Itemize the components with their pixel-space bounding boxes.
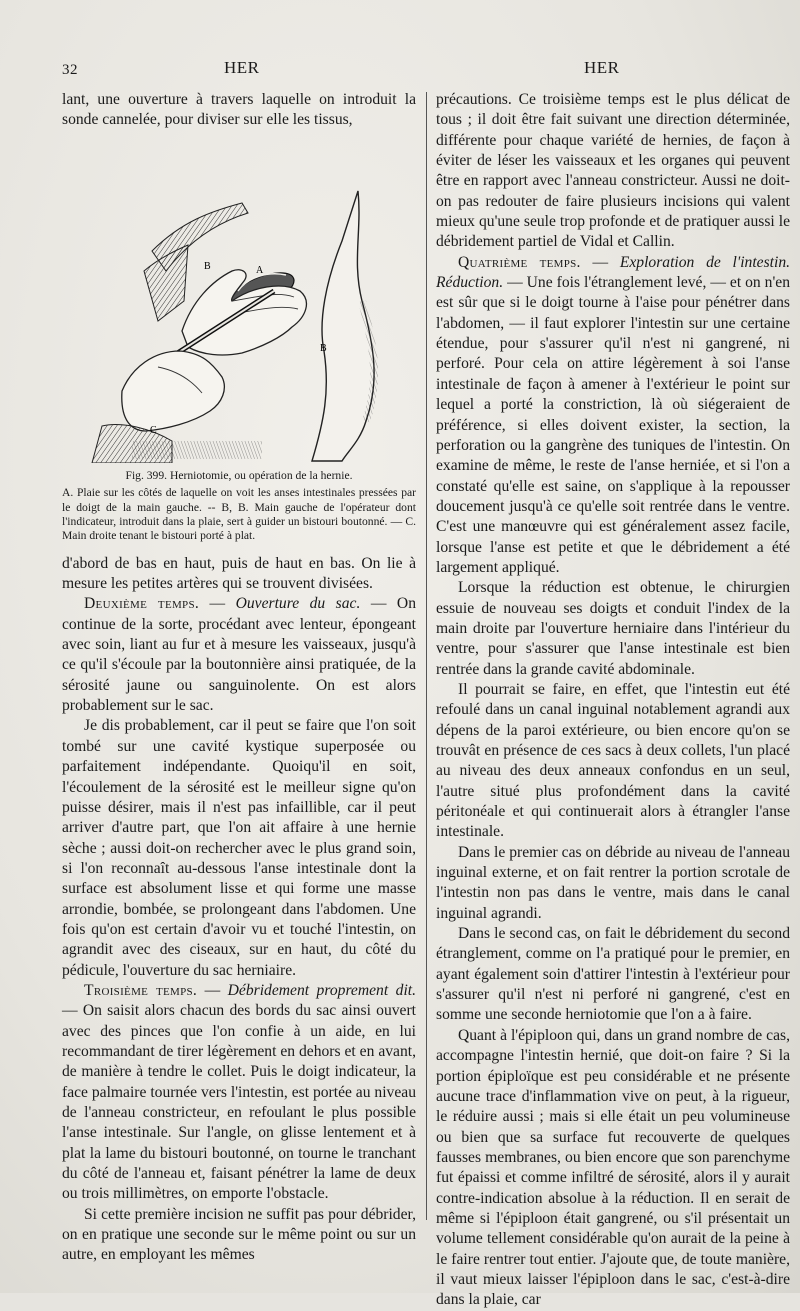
- left-paragraph-2-body: — On continue de la sorte, procédant avec lenteur, épongeant avec soin, liant au fur et à mesure les vaisseaux, jusqu'à ce qu'il s'écoule par la boutonnière ainsi pratiquée, de la sérosité jaune ou sanguinolente. On est alors probablement sur le sac.: [62, 595, 416, 715]
- engraving-illustration: [62, 141, 416, 463]
- right-paragraph-3: Lorsque la réduction est obtenue, le chirurgien essuie de nouveau ses doigts et conduit l'index de la main droite par l'ouverture herniaire dans l'intérieur du ventre, pour s'assurer que l'anse intestinale est bien rentrée dans la grande cavité abdominale.: [436, 579, 790, 678]
- right-paragraph-7: Quant à l'épiploon qui, dans un grand nombre de cas, accompagne l'intestin hernié, que doit-on faire ? Si la portion épiploïque est peu considérable et ne présente aucune trace d'inflammation vive on peut, à la rigueur, le réduire aussi ; mais si elle était un peu volumineuse ou bien que sa surface fut recouverte de quelques fausses membranes, ou bien encore que son parenchyme fut épaissi et comme infiltré de sérosité, alors il y aurait contre-indication absolue à la réduction. Il en serait de même si l'épiploon était gangrené, ou s'il présentait un volume tellement considérable qu'on aurait de la peine à le faire rentrer tout entier. J'ajoute que, de toute manière, il vaut mieux laisser l'épiploon dans le sac, c'est-à-dire dans la plaie, car: [436, 1026, 790, 1309]
- right-paragraph-5: Dans le premier cas on débride au niveau de l'anneau inguinal externe, et on fait rentrer la portion scrotale de l'intestin non pas dans le ventre, mais dans le canal inguinal agrandi.: [436, 843, 790, 922]
- section-head-quatrieme: Quatrième temps.: [458, 253, 581, 271]
- page-number: 32: [62, 62, 78, 78]
- left-column: [62, 90, 416, 1266]
- left-paragraph-3: Je dis probablement, car il peut se faire que l'on soit tombé sur une cavité kystique superposée ou parfaitement indépendante. Quoiqu'il en soit, l'écoulement de la sérosité est le meilleur signe qu'on puisse désirer, mais il n'est pas infaillible, car il peut arriver d'autre part, que l'on ait affaire à une hernie sèche ; aussi doit-on rechercher avec le plus grand soin, si l'on reconnaît au-dessous l'anse intestinale dont la surface est absolument lisse et qui forme une masse arrondie, bombée, se prolongeant dans l'abdomen. Une fois qu'on est certain d'avoir vu et touché l'intestin, on agrandit avec des ciseaux, sur en haut, du côté du pédicule, l'ouverture du sac herniaire.: [62, 717, 416, 979]
- column-divider: [426, 92, 427, 1220]
- left-paragraph-4: Troisième temps. — Débridement proprement dit. — On saisit alors chacun des bords du sac ainsi ouvert avec des pinces que l'on confie à un aide, en lui recommandant de tirer légèrement en dehors et en avant, de manière à tendre le collet. Puis le doigt indicateur, la face palmaire tournée vers l'intestin, est portée au niveau de l'anneau constricteur, en refoulant le plus possible l'anse intestinale. Sur l'angle, on glisse lentement et à plat la lame du bistouri boutonné, on tourne le tranchant du côté de l'anneau et, faisant pénétrer la lame de deux ou trois millimètres, on emporte l'obstacle.: [62, 981, 417, 1203]
- label-a: A: [256, 264, 264, 276]
- caption-body: A. Plaie sur les côtés de laquelle on voit les anses intestinales pressées par le doigt de la main gauche. -- B, B. Main gauche de l'opérateur dont l'indicateur, introduit dans la plaie, sert à guider un bistouri boutonné. — C. Main droite tenant le bistouri porté à plat.: [62, 486, 416, 543]
- right-paragraph-4: Il pourrait se faire, en effet, que l'intestin eut été refoulé dans un canal inguinal notablement agrandi aux dépens de la paroi extérieure, ou bien encore qu'on se trouvât en présence de ces sacs à deux collets, l'un placé au niveau des deux anneaux confondus en un seul, l'autre situé plus profondément dans la cavité péritonéale et qui continuerait alors à étrangler l'anse intestinale.: [436, 680, 790, 841]
- figure-caption: [62, 469, 416, 544]
- right-column: [436, 90, 790, 1311]
- section-title-debridement: Débridement proprement dit.: [227, 981, 417, 999]
- intro-paragraph: lant, une ouverture à travers laquelle on introduit la sonde cannelée, pour diviser sur elle les tissus,: [62, 91, 416, 129]
- label-c: C: [150, 424, 157, 436]
- right-paragraph-2: Quatrième temps. — Exploration de l'intestin. Réduction. — Une fois l'étranglement levé, — et on n'en est sûr que si le doigt tourne à l'aise pour pénétrer dans l'abdomen, — il faut explorer l'intestin sur une certaine étendue, pour s'assurer qu'il n'est ni gangrené, ni perforé. Pour cela on attire légèrement à soi l'anse intestinale de façon à amener à l'extérieur le point sur lequel a porté la constriction, là où siégeraient de préférence, si elles doivent exister, la section, la perforation ou la gangrène des tuniques de l'intestin. On examine de même, le reste de l'anse herniée, et si l'on a constaté qu'elle est saine, on s'applique à la repousser doucement jusqu'à ce qu'elle soit rentrée dans le ventre. C'est une manœuvre qui est généralement assez facile, lorsque l'anse est petite et que le débridement a été largement appliqué.: [436, 253, 791, 576]
- right-paragraph-6: Dans le second cas, on fait le débridement du second étranglement, comme on l'a pratiqué pour le premier, en ayant également soin d'attirer l'intestin à l'extérieur pour s'assurer qu'il n'est ni perforé ni gangrené, c'est en somme une seconde herniotomie que l'on a à faire.: [436, 925, 790, 1024]
- label-b1: B: [204, 260, 211, 272]
- section-title-exploration: Exploration de l'intestin. Réduction.: [436, 253, 791, 292]
- label-b2: B: [320, 342, 327, 354]
- section-head-troisieme: Troisième temps.: [84, 981, 198, 999]
- left-paragraph-5: Si cette première incision ne suffit pas pour débrider, on en pratique une seconde sur le même point ou sur un autre, en employant les mêmes: [62, 1205, 416, 1264]
- running-header-right: HER: [584, 58, 620, 77]
- section-title-ouverture: Ouverture du sac.: [235, 595, 361, 613]
- figure-herniotomie: [62, 141, 416, 463]
- right-paragraph-2-body: — Une fois l'étranglement levé, — et on n'en est sûr que si le doigt tourne à l'aise pour pénétrer dans l'abdomen, — il faut explorer l'intestin sur une certaine étendue, pour s'assurer qu'il n'est ni gangrené, ni perforé. Pour cela on attire légèrement à soi l'anse intestinale de façon à amener à l'extérieur le point sur lequel a porté la constriction, là où siégeraient de préférence, si elles doivent exister, la section, la perforation ou la gangrène des tuniques de l'intestin. On examine de même, le reste de l'anse herniée, et si l'on a constaté qu'elle est saine, on s'applique à la repousser doucement jusqu'à ce qu'elle soit rentrée dans le ventre. C'est une manœuvre qui est généralement assez facile, lorsque l'anse est petite et que le débridement a été largement appliqué.: [436, 274, 791, 576]
- running-header-left: HER: [224, 58, 260, 77]
- section-head-deuxieme: Deuxième temps.: [84, 595, 200, 613]
- right-paragraph-1: précautions. Ce troisième temps est le plus délicat de tous ; il doit être fait suivant une direction déterminée, différente pour chaque variété de hernies, de façon à éviter de léser les vaisseaux et les organes qui peuvent être en rapport avec l'anneau constricteur. Aussi ne doit-on pas redouter de faire plusieurs incisions qui valent mieux qu'une seule trop profonde et de pratiquer aussi le débridement partiel de Vidal et Callin.: [436, 91, 790, 251]
- left-paragraph-2: Deuxième temps. — Ouverture du sac. — On continue de la sorte, procédant avec lenteur, épongeant avec soin, liant au fur et à mesure les vaisseaux, jusqu'à ce qu'il s'écoule par la boutonnière ainsi pratiquée, de la sérosité jaune ou sanguinolente. On est alors probablement sur le sac.: [62, 595, 416, 715]
- right-hand: [122, 351, 225, 431]
- caption-title: Fig. 399. Herniotomie, ou opération de la hernie.: [125, 468, 353, 482]
- left-paragraph-1: d'abord de bas en haut, puis de haut en bas. On lie à mesure les petites artères qui se trouvent divisées.: [62, 554, 416, 593]
- left-paragraph-4-body: — On saisit alors chacun des bords du sac ainsi ouvert avec des pinces que l'on confie à un aide, en lui recommandant de tirer légèrement en dehors et en avant, de manière à tendre le collet. Puis le doigt indicateur, la face palmaire tournée vers l'intestin, est portée au niveau de l'anneau constricteur, en refoulant le plus possible l'anse intestinale. Sur l'angle, on glisse lentement et à plat la lame du bistouri boutonné, on tourne le tranchant du côté de l'anneau et, faisant pénétrer la lame de deux ou trois millimètres, on emporte l'obstacle.: [62, 1002, 416, 1203]
